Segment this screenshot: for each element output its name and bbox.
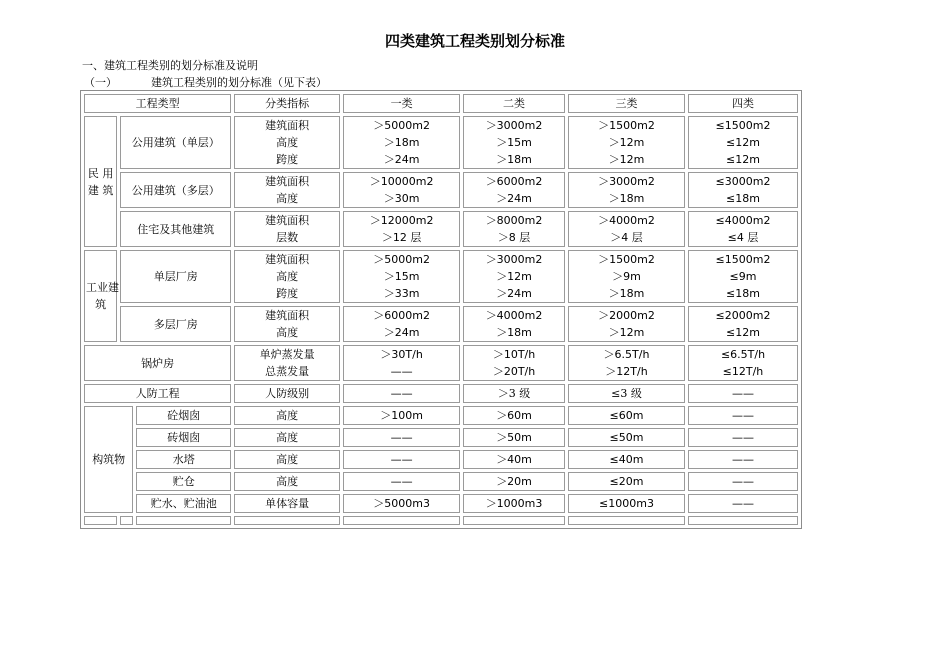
class-2-value: ＞40m: [463, 450, 565, 469]
blank-row: [84, 516, 798, 525]
cell-line: ＞4 层: [610, 231, 643, 244]
class-3-value: [568, 172, 685, 208]
cell-line: ＞4000m2: [598, 214, 655, 227]
row-name: 水塔: [136, 450, 231, 469]
row-name: 住宅及其他建筑: [120, 211, 231, 247]
cell-line: ＞30T/h: [380, 348, 423, 361]
class-1-value: ——: [343, 472, 460, 491]
cell-line: ＞4000m2: [485, 309, 543, 322]
cell-line: ≤18m: [726, 287, 760, 300]
header-class-2: 二类: [463, 94, 565, 113]
row-index: 单体容量: [234, 494, 340, 513]
cell-line: 跨度: [276, 153, 299, 166]
row-name: 多层厂房: [120, 306, 231, 342]
cell-line: 跨度: [276, 287, 299, 300]
cell-line: ＞10000m2: [369, 175, 434, 188]
row-name: 贮水、贮油池: [136, 494, 231, 513]
class-3-value: [568, 211, 685, 247]
cell-line: ＞15m: [496, 136, 532, 149]
table-row: [84, 406, 798, 425]
class-4-value: ——: [688, 428, 798, 447]
cell-line: ＞6000m2: [373, 309, 430, 322]
group-civil-defense: 人防工程: [84, 384, 231, 403]
cell-line: 高度: [276, 136, 299, 149]
class-2-value: [463, 345, 565, 381]
header-class-4: 四类: [688, 94, 798, 113]
cell-line: ＞3000m2: [485, 119, 543, 132]
class-3-value: [568, 345, 685, 381]
class-3-value: ≤1000m3: [568, 494, 685, 513]
cell-line: ≤9m: [729, 270, 757, 283]
table-row: [84, 211, 798, 247]
class-3-value: ≤50m: [568, 428, 685, 447]
cell-line: ＞18m: [608, 192, 645, 205]
page-title: 四类建筑工程类别划分标准: [384, 32, 565, 50]
class-4-value: ——: [688, 406, 798, 425]
cell-line: 民 用: [87, 166, 114, 180]
row-index: [234, 345, 340, 381]
cell-line: 高度: [276, 192, 299, 205]
class-4-value: ——: [688, 384, 798, 403]
row-name: 砖烟囱: [136, 428, 231, 447]
row-name: 砼烟囱: [136, 406, 231, 425]
class-1-value: ＞100m: [343, 406, 460, 425]
header-type: 工程类型: [84, 94, 231, 113]
table-row: [84, 384, 798, 403]
row-name: 单层厂房: [120, 250, 231, 303]
cell-line: ＞12 层: [381, 231, 422, 244]
subsection-text: 建筑工程类别的划分标准（见下表）: [151, 76, 327, 89]
cell-line: ＞8000m2: [485, 214, 543, 227]
class-2-value: ＞3 级: [463, 384, 565, 403]
cell-line: ≤1500m2: [715, 119, 771, 132]
cell-line: ≤4 层: [727, 231, 759, 244]
class-1-value: ＞5000m3: [343, 494, 460, 513]
class-4-value: [688, 306, 798, 342]
cell-line: ＞24m: [383, 326, 420, 339]
row-index: [234, 250, 340, 303]
cell-line: ＞12m: [608, 136, 645, 149]
class-2-value: [463, 250, 565, 303]
row-index: 高度: [234, 428, 340, 447]
cell-line: ＞24m: [383, 153, 420, 166]
cell-line: ＞24m: [496, 287, 532, 300]
cell-line: ＞2000m2: [598, 309, 655, 322]
class-1-value: [343, 116, 460, 169]
header-class-1: 一类: [343, 94, 460, 113]
class-4-value: ——: [688, 494, 798, 513]
table-row: [84, 250, 798, 303]
classification-table: [80, 90, 802, 529]
row-index: 高度: [234, 406, 340, 425]
cell-line: ＞3000m2: [598, 175, 655, 188]
cell-line: ＞5000m2: [373, 119, 430, 132]
cell-line: ＞15m: [383, 270, 420, 283]
cell-line: ≤3000m2: [715, 175, 771, 188]
row-index: 高度: [234, 472, 340, 491]
blank-cell: [463, 516, 565, 525]
cell-line: 建筑面积: [265, 119, 310, 132]
cell-line: ＞5000m2: [373, 253, 430, 266]
table-row: [84, 428, 798, 447]
row-name: 贮仓: [136, 472, 231, 491]
cell-line: ≤18m: [726, 192, 760, 205]
class-3-value: [568, 250, 685, 303]
cell-line: ≤12T/h: [722, 365, 764, 378]
cell-line: ＞9m: [612, 270, 641, 283]
class-4-value: [688, 345, 798, 381]
class-4-value: [688, 250, 798, 303]
cell-line: 建筑面积: [265, 214, 310, 227]
table-row: [84, 116, 798, 169]
class-3-value: ≤40m: [568, 450, 685, 469]
cell-line: ＞18m: [496, 153, 532, 166]
subsection-heading: [84, 74, 327, 90]
cell-line: ≤6.5T/h: [720, 348, 766, 361]
blank-cell: [136, 516, 231, 525]
subsection-number: （一）: [84, 76, 117, 89]
blank-cell: [120, 516, 133, 525]
blank-cell: [84, 516, 117, 525]
cell-line: ＞10T/h: [492, 348, 536, 361]
class-4-value: [688, 211, 798, 247]
class-1-value: ——: [343, 384, 460, 403]
class-2-value: [463, 211, 565, 247]
cell-line: ＞3000m2: [485, 253, 543, 266]
cell-line: 层数: [276, 231, 299, 244]
cell-line: ＞30m: [383, 192, 420, 205]
class-1-value: ——: [343, 450, 460, 469]
cell-line: 建筑面积: [265, 253, 310, 266]
table-row: [84, 345, 798, 381]
cell-line: ≤2000m2: [715, 309, 771, 322]
row-index: [234, 211, 340, 247]
class-4-value: [688, 172, 798, 208]
cell-line: ＞6.5T/h: [603, 348, 650, 361]
cell-line: ＞18m: [496, 326, 532, 339]
class-2-value: ＞60m: [463, 406, 565, 425]
class-3-value: [568, 116, 685, 169]
class-2-value: ＞50m: [463, 428, 565, 447]
header-index: 分类指标: [234, 94, 340, 113]
cell-line: ＞12m: [496, 270, 532, 283]
class-1-value: [343, 306, 460, 342]
row-name: 公用建筑（单层）: [120, 116, 231, 169]
cell-line: 建筑面积: [265, 309, 310, 322]
cell-line: 筑: [95, 298, 107, 311]
cell-line: ＞18m: [608, 287, 645, 300]
blank-cell: [343, 516, 460, 525]
class-3-value: ≤3 级: [568, 384, 685, 403]
class-1-value: [343, 172, 460, 208]
section-heading: 一、建筑工程类别的划分标准及说明: [82, 59, 258, 72]
row-index: [234, 172, 340, 208]
row-index: [234, 116, 340, 169]
cell-line: ＞1500m2: [598, 253, 655, 266]
table-row: [84, 472, 798, 491]
blank-cell: [568, 516, 685, 525]
group-boiler: 锅炉房: [84, 345, 231, 381]
cell-line: 总蒸发量: [265, 365, 310, 378]
cell-line: 工业建: [86, 281, 119, 294]
class-3-value: ≤20m: [568, 472, 685, 491]
cell-line: ＞12000m2: [369, 214, 434, 227]
row-index: [234, 306, 340, 342]
class-2-value: [463, 172, 565, 208]
header-class-3: 三类: [568, 94, 685, 113]
class-1-value: ——: [343, 428, 460, 447]
class-3-value: [568, 306, 685, 342]
header-row: [84, 94, 798, 113]
cell-line: ＞12m: [608, 326, 645, 339]
cell-line: ＞6000m2: [485, 175, 543, 188]
cell-line: ＞8 层: [497, 231, 531, 244]
table-row: [84, 172, 798, 208]
class-2-value: ＞20m: [463, 472, 565, 491]
blank-cell: [234, 516, 340, 525]
row-name: 公用建筑（多层）: [120, 172, 231, 208]
class-2-value: ＞1000m3: [463, 494, 565, 513]
cell-line: ＞33m: [383, 287, 420, 300]
group-structures: 构筑物: [84, 406, 133, 513]
cell-line: 单炉蒸发量: [259, 348, 315, 361]
class-1-value: [343, 211, 460, 247]
cell-line: 建 筑: [87, 183, 114, 197]
blank-cell: [688, 516, 798, 525]
table-row: [84, 494, 798, 513]
class-3-value: ≤60m: [568, 406, 685, 425]
table-row: [84, 306, 798, 342]
cell-line: ＞1500m2: [598, 119, 655, 132]
row-index: 高度: [234, 450, 340, 469]
group-industrial: [84, 250, 117, 342]
class-4-value: [688, 116, 798, 169]
cell-line: ≤12m: [726, 326, 760, 339]
cell-line: ＞12T/h: [605, 365, 648, 378]
cell-line: 高度: [276, 270, 299, 283]
table-row: [84, 450, 798, 469]
class-1-value: [343, 250, 460, 303]
cell-line: ＞24m: [496, 192, 532, 205]
class-2-value: [463, 306, 565, 342]
cell-line: ——: [390, 365, 413, 378]
cell-line: 高度: [276, 326, 299, 339]
cell-line: ≤1500m2: [715, 253, 771, 266]
class-4-value: ——: [688, 450, 798, 469]
cell-line: ＞20T/h: [492, 365, 536, 378]
cell-line: ＞12m: [608, 153, 645, 166]
cell-line: ≤12m: [726, 136, 760, 149]
cell-line: ≤12m: [726, 153, 760, 166]
cell-line: ≤4000m2: [715, 214, 771, 227]
class-2-value: [463, 116, 565, 169]
cell-line: ＞18m: [383, 136, 420, 149]
group-civil: [84, 116, 117, 247]
class-1-value: [343, 345, 460, 381]
row-index: 人防级别: [234, 384, 340, 403]
class-4-value: ——: [688, 472, 798, 491]
cell-line: 建筑面积: [265, 175, 310, 188]
